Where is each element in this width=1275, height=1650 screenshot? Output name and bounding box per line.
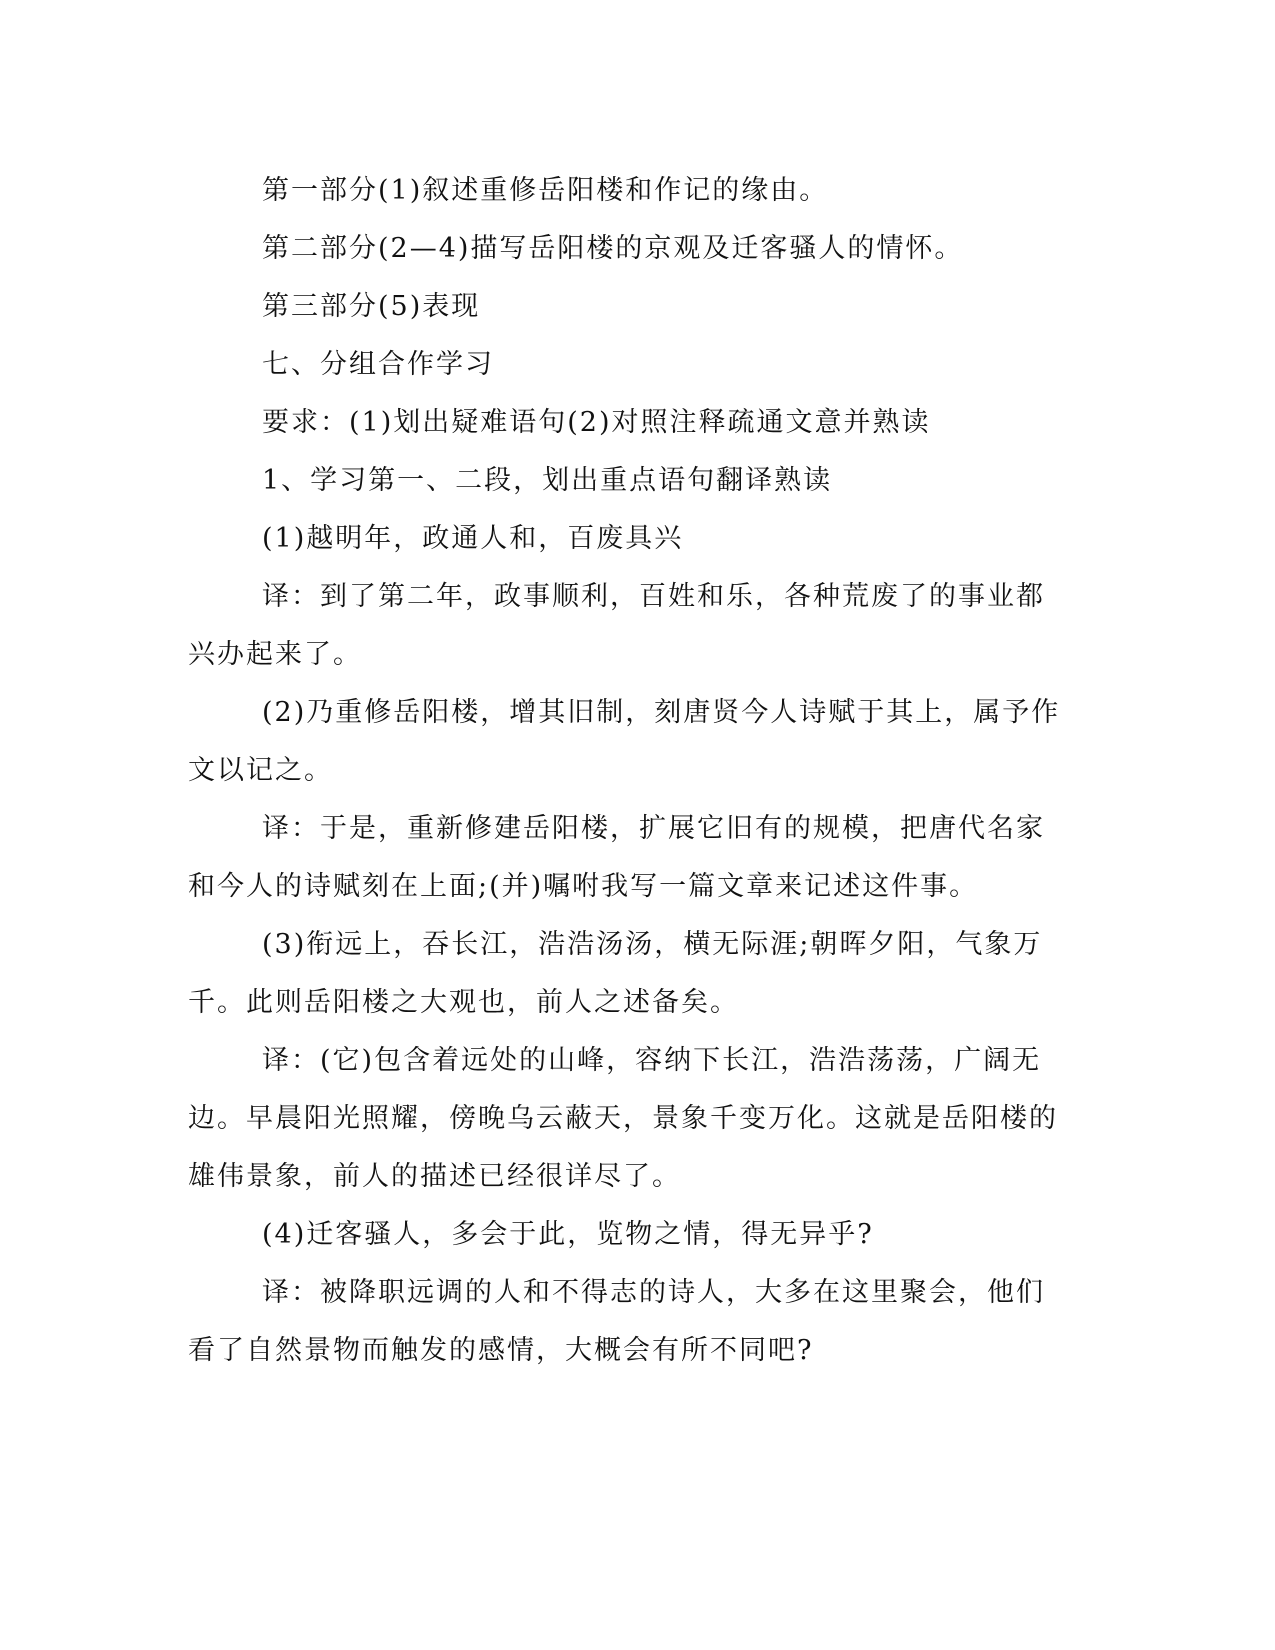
paragraph-part-two: 第二部分(2—4)描写岳阳楼的京观及迁客骚人的情怀。 — [262, 233, 964, 264]
sentence-2-original: (2)乃重修岳阳楼，增其旧制，刻唐贤今人诗赋于其上，属予作文以记之。 — [188, 697, 1061, 786]
sentence-4-translation: 译：被降职远调的人和不得志的诗人，大多在这里聚会，他们看了自然景物而触发的感情，大概会有所不同吧? — [188, 1277, 1045, 1366]
sentence-3-original: (3)衔远上，吞长江，浩浩汤汤，横无际涯;朝晖夕阳，气象万千。此则岳阳楼之大观也，前人之述备矣。 — [188, 929, 1043, 1018]
sentence-1-translation: 译：到了第二年，政事顺利，百姓和乐，各种荒废了的事业都兴办起来了。 — [188, 581, 1045, 670]
paragraph-part-three: 第三部分(5)表现 — [262, 291, 481, 322]
sentence-1-original: (1)越明年，政通人和，百废具兴 — [262, 523, 684, 554]
paragraph-part-one: 第一部分(1)叙述重修岳阳楼和作记的缘由。 — [262, 175, 829, 206]
paragraph-requirements: 要求：(1)划出疑难语句(2)对照注释疏通文意并熟读 — [262, 407, 931, 438]
sentence-2-translation: 译：于是，重新修建岳阳楼，扩展它旧有的规模，把唐代名家和今人的诗赋刻在上面;(并)嘱咐我写一篇文章来记述这件事。 — [188, 813, 1045, 902]
section-heading-group-study: 七、分组合作学习 — [262, 349, 494, 380]
sentence-3-translation: 译：(它)包含着远处的山峰，容纳下长江，浩浩荡荡，广阔无边。早晨阳光照耀，傍晚乌云蔽天，景象千变万化。这就是岳阳楼的雄伟景象，前人的描述已经很详尽了。 — [188, 1045, 1058, 1192]
paragraph-study-task-1: 1、学习第一、二段，划出重点语句翻译熟读 — [262, 465, 833, 496]
sentence-4-original: (4)迁客骚人，多会于此，览物之情，得无异乎? — [262, 1219, 874, 1250]
document-body — [188, 162, 1070, 1380]
